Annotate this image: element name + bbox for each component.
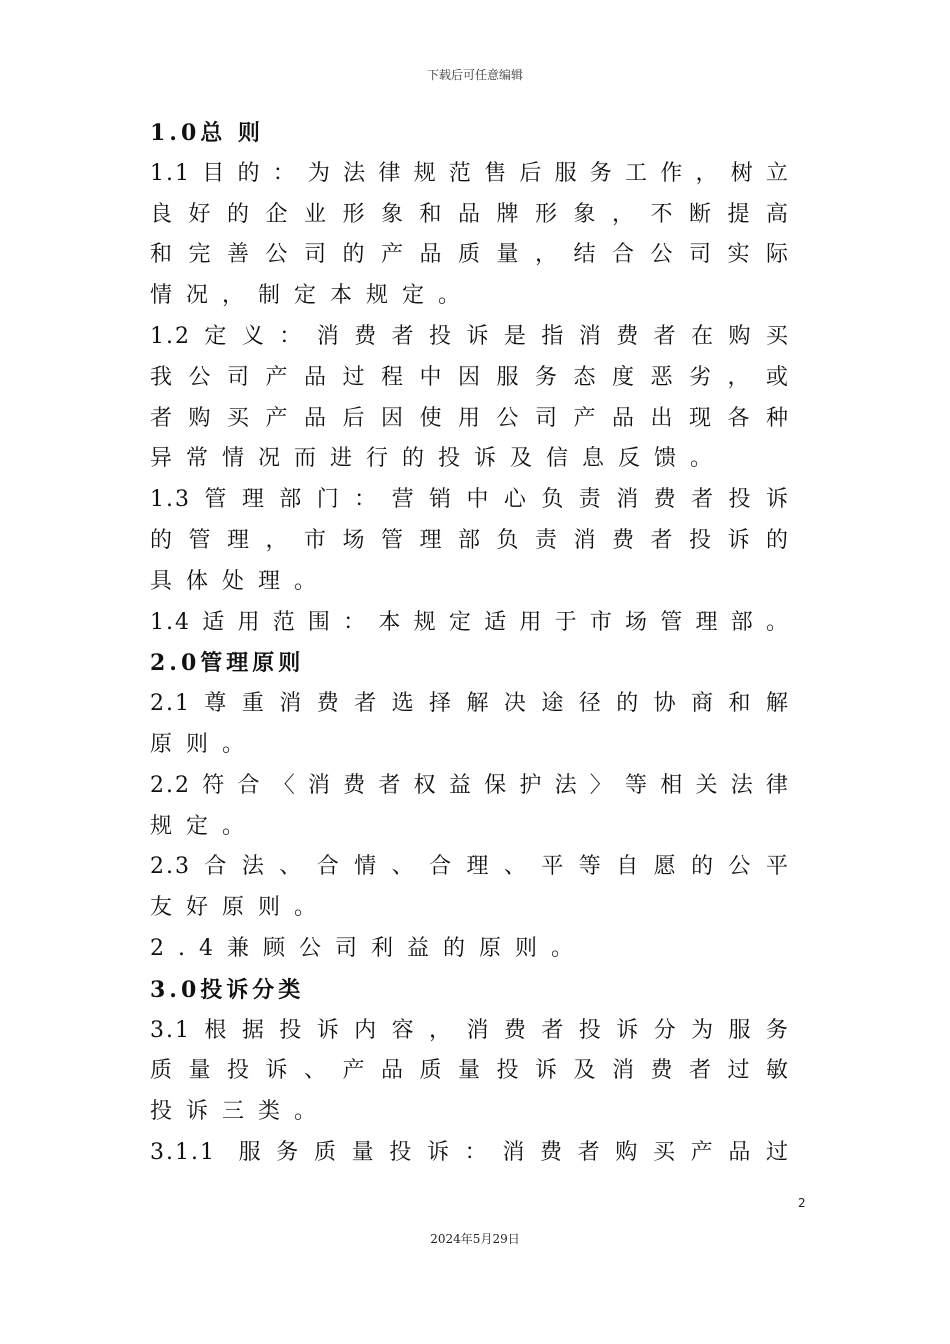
- text-line: [150, 439, 790, 480]
- text-line: [150, 480, 790, 521]
- text-line: [150, 358, 790, 399]
- text-line: [150, 276, 790, 317]
- line-text: 1.2定义：消费者投诉是指消费者在购买: [150, 323, 790, 349]
- line-text: 良好的企业形象和品牌形象，不断提高: [150, 201, 790, 227]
- text-line: [150, 235, 790, 276]
- line-text: 异常情况而进行的投诉及信息反馈。: [150, 446, 727, 472]
- line-text: 质量投诉、产品质量投诉及消费者过敏: [150, 1058, 790, 1084]
- line-text: 友好原则。: [150, 895, 331, 921]
- document-body: [150, 113, 790, 1174]
- line-text: 3.0投诉分类: [150, 976, 305, 1003]
- line-text: 我公司产品过程中因服务态度恶劣，或: [150, 364, 790, 390]
- line-text: 1.3管理部门：营销中心负责消费者投诉: [150, 487, 790, 513]
- line-text: 3.1.1 服务质量投诉：消费者购买产品过: [150, 1139, 790, 1165]
- line-text: 1.0总 则: [150, 120, 264, 146]
- line-text: 1.4适用范围：本规定适用于市场管理部。: [150, 609, 790, 635]
- line-text: 2.3合法、合情、合理、平等自愿的公平: [150, 854, 790, 880]
- line-text: 的管理，市场管理部负责消费者投诉的: [150, 527, 790, 553]
- text-line: [150, 684, 790, 725]
- text-line: [150, 603, 790, 644]
- text-line: [150, 195, 790, 236]
- line-text: 情况，制定本规定。: [150, 283, 475, 309]
- text-line: [150, 562, 790, 603]
- text-line: [150, 888, 790, 929]
- page-footer-date: 2024年5月29日: [430, 1232, 520, 1246]
- page-header: 下载后可任意编辑: [426, 68, 523, 82]
- line-text: 规定。: [150, 813, 259, 839]
- line-text: 和完善公司的产品质量，结合公司实际: [150, 242, 790, 268]
- page-number: 2: [798, 1196, 806, 1210]
- text-line: [150, 766, 790, 807]
- text-line: [150, 1051, 790, 1092]
- text-line: [150, 929, 790, 970]
- line-text: 投诉三类。: [150, 1099, 331, 1125]
- text-line: [150, 807, 790, 848]
- section-heading: [150, 643, 790, 684]
- line-text: 者购买产品后因使用公司产品出现各种: [150, 405, 790, 431]
- line-text: 3.1根据投诉内容，消费者投诉分为服务: [150, 1017, 790, 1043]
- text-line: [150, 521, 790, 562]
- line-text: 2.1尊重消费者选择解决途径的协商和解: [150, 691, 790, 717]
- line-text: 2.4兼顾公司利益的原则。: [150, 935, 587, 961]
- line-text: 原则。: [150, 731, 259, 757]
- line-text: 2.2符合〈消费者权益保护法〉等相关法律: [150, 772, 790, 798]
- text-line: [150, 1011, 790, 1052]
- text-line: [150, 1133, 790, 1174]
- text-line: [150, 154, 790, 195]
- line-text: 1.1目的：为法律规范售后服务工作，树立: [150, 160, 790, 186]
- text-line: [150, 399, 790, 440]
- text-line: [150, 317, 790, 358]
- text-line: [150, 1092, 790, 1133]
- section-heading: [150, 113, 790, 154]
- section-heading: [150, 970, 790, 1011]
- line-text: 具体处理。: [150, 568, 331, 594]
- text-line: [150, 847, 790, 888]
- line-text: 2.0管理原则: [150, 650, 305, 677]
- text-line: [150, 725, 790, 766]
